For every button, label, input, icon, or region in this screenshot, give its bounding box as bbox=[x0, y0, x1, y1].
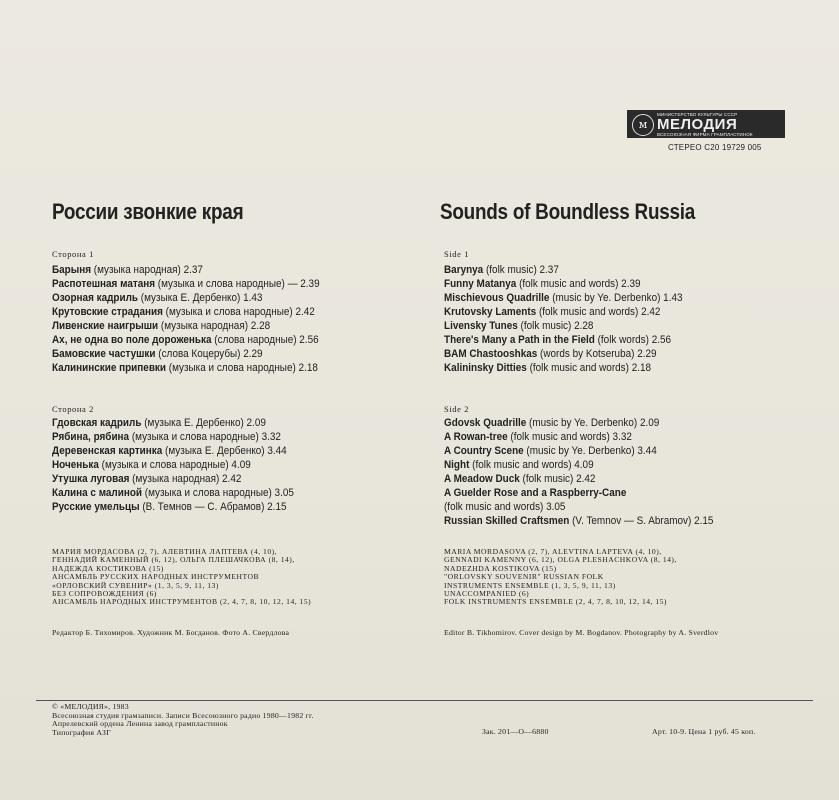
track-note: (folk music and words) 3.05 bbox=[444, 501, 566, 513]
side2-label-russian: Сторона 2 bbox=[52, 404, 95, 414]
track-item bbox=[444, 277, 683, 291]
track-title: Gdovsk Quadrille bbox=[444, 417, 527, 429]
title-english: Sounds of Boundless Russia bbox=[440, 199, 696, 224]
track-item bbox=[52, 444, 294, 458]
track-title: Барыня bbox=[52, 264, 92, 276]
track-note: (музыка народная) 2.37 bbox=[91, 264, 203, 276]
performer-line: БЕЗ СОПРОВОЖДЕНИЯ (6) bbox=[52, 589, 157, 599]
track-title: Barynya bbox=[444, 264, 484, 276]
performer-line: АНСАМБЛЬ НАРОДНЫХ ИНСТРУМЕНТОВ (2, 4, 7, 8, 10, 12, 14, 15) bbox=[52, 597, 312, 607]
track-note: (музыка Е. Дербенко) 2.09 bbox=[141, 417, 266, 429]
side2-label-english: Side 2 bbox=[444, 404, 470, 414]
track-title: Mischievous Quadrille bbox=[444, 292, 550, 304]
track-item bbox=[444, 263, 683, 277]
track-item bbox=[52, 291, 320, 305]
track-item bbox=[444, 430, 713, 444]
title-russian: России звонкие края bbox=[52, 199, 244, 224]
track-item bbox=[444, 333, 683, 347]
track-item bbox=[52, 472, 294, 486]
performer-line: GENNADI KAMENNY (6, 12), OLGA PLESHACHKOVA (8, 14), bbox=[444, 555, 677, 565]
track-title: BAM Chastooshkas bbox=[444, 348, 538, 360]
track-note: (музыка и слова народные) 4.09 bbox=[98, 459, 251, 471]
track-note: (folk music and words) 2.18 bbox=[526, 362, 652, 374]
crew-credits-russian: Редактор Б. Тихомиров. Художник М. Богданов. Фото А. Свердлова bbox=[52, 628, 290, 637]
performer-line: МАРИЯ МОРДАСОВА (2, 7), АЛЕВТИНА ЛАПТЕВА (4, 10), bbox=[52, 547, 278, 556]
track-note: (слова Коцерубы) 2.29 bbox=[155, 348, 263, 360]
track-title: Ноченька bbox=[52, 459, 99, 471]
catalog-number: СТЕРЕО С20 19729 005 bbox=[668, 143, 762, 152]
track-item bbox=[444, 514, 713, 528]
track-item bbox=[52, 486, 294, 500]
price-info: Арт. 10-9. Цена 1 руб. 45 коп. bbox=[652, 727, 756, 736]
track-item bbox=[52, 277, 320, 291]
track-note: (музыка и слова народные) 2.18 bbox=[166, 362, 318, 374]
track-title: Livensky Tunes bbox=[444, 320, 518, 332]
side1-label-russian: Сторона 1 bbox=[52, 249, 95, 259]
track-note: (музыка Е. Дербенко) 3.44 bbox=[162, 445, 287, 457]
logo-ministry-text: МИНИСТЕРСТВО КУЛЬТУРЫ СССР bbox=[657, 112, 738, 117]
performers-english bbox=[444, 548, 677, 607]
crew-credits-english: Editor B. Tikhomirov. Cover design by M. Bogdanov. Photography by A. Sverdlov bbox=[444, 628, 719, 637]
publisher-line: © «МЕЛОДИЯ», 1983 bbox=[52, 702, 129, 711]
track-item bbox=[444, 319, 683, 333]
logo-firm-text: ВСЕСОЮЗНАЯ ФИРМА ГРАМПЛАСТИНОК bbox=[657, 132, 753, 137]
track-note: (музыка и слова народные) 3.32 bbox=[129, 431, 281, 443]
track-note: (folk music and words) 4.09 bbox=[469, 459, 594, 471]
track-title: Бамовские частушки bbox=[52, 348, 156, 360]
publisher-line: Апрелевский ордена Ленина завод грампластинок bbox=[52, 719, 228, 729]
track-title: Funny Matanya bbox=[444, 278, 517, 290]
publisher-info bbox=[52, 703, 314, 737]
track-note: (music by Ye. Derbenko) 1.43 bbox=[549, 292, 683, 304]
track-title: Гдовская кадриль bbox=[52, 417, 142, 429]
track-item bbox=[444, 458, 713, 472]
track-item bbox=[444, 486, 713, 500]
track-note: (слова народные) 2.56 bbox=[211, 334, 319, 346]
track-title: A Country Scene bbox=[444, 445, 524, 457]
track-item bbox=[52, 305, 320, 319]
track-title: A Guelder Rose and a Raspberry-Cane bbox=[444, 487, 627, 499]
track-title: Night bbox=[444, 459, 470, 471]
track-item bbox=[52, 333, 320, 347]
track-title: Русские умельцы bbox=[52, 501, 140, 513]
track-item bbox=[52, 263, 320, 277]
track-title: Крутовские страдания bbox=[52, 306, 163, 318]
performer-line: АНСАМБЛЬ РУССКИХ НАРОДНЫХ ИНСТРУМЕНТОВ bbox=[52, 572, 260, 582]
track-note: (folk music) 2.42 bbox=[519, 473, 596, 485]
track-title: Деревенская картинка bbox=[52, 445, 163, 457]
track-title: Утушка луговая bbox=[52, 473, 130, 485]
track-note: (folk music) 2.28 bbox=[517, 320, 594, 332]
track-note: (folk music and words) 2.42 bbox=[536, 306, 661, 318]
track-title: Рябина, рябина bbox=[52, 431, 130, 443]
order-number: Зак. 201—О—6880 bbox=[482, 727, 549, 736]
track-note: (музыка Е. Дербенко) 1.43 bbox=[138, 292, 263, 304]
side1-label-english: Side 1 bbox=[444, 249, 470, 259]
track-note: (В. Темнов — С. Абрамов) 2.15 bbox=[139, 501, 287, 513]
track-item bbox=[52, 458, 294, 472]
track-item bbox=[444, 361, 683, 375]
logo-brand-text: МЕЛОДИЯ bbox=[657, 116, 738, 133]
performer-line: "ORLOVSKY SOUVENIR" RUSSIAN FOLK bbox=[444, 572, 604, 582]
performer-line: UNACCOMPANIED (6) bbox=[444, 589, 530, 599]
track-note: (music by Ye. Derbenko) 3.44 bbox=[523, 445, 657, 457]
track-title: A Rowan-tree bbox=[444, 431, 508, 443]
track-note: (music by Ye. Derbenko) 2.09 bbox=[526, 417, 660, 429]
track-title: There's Many a Path in the Field bbox=[444, 334, 595, 346]
track-item bbox=[52, 430, 294, 444]
track-title: Krutovsky Laments bbox=[444, 306, 537, 318]
performer-line: MARIA MORDASOVA (2, 7), ALEVTINA LAPTEVA (4, 10), bbox=[444, 547, 662, 556]
track-item bbox=[444, 305, 683, 319]
track-item bbox=[52, 319, 320, 333]
performer-line: ГЕННАДИЙ КАМЕННЫЙ (6, 12), ОЛЬГА ПЛЕШАЧКОВА (8, 14), bbox=[52, 555, 295, 565]
footer-divider bbox=[36, 700, 813, 701]
track-note: (музыка и слова народные) 2.42 bbox=[162, 306, 315, 318]
track-note: (V. Temnov — S. Abramov) 2.15 bbox=[569, 515, 714, 527]
track-note: (музыка и слова народные) 3.05 bbox=[142, 487, 294, 499]
track-note: (музыка народная) 2.42 bbox=[129, 473, 242, 485]
performer-line: FOLK INSTRUMENTS ENSEMBLE (2, 4, 7, 8, 10, 12, 14, 15) bbox=[444, 597, 667, 607]
track-note: (folk words) 2.56 bbox=[594, 334, 672, 346]
track-note: (folk music and words) 2.39 bbox=[516, 278, 641, 290]
track-item bbox=[444, 291, 683, 305]
track-item bbox=[444, 444, 713, 458]
track-note: (folk music) 2.37 bbox=[483, 264, 559, 276]
track-item bbox=[52, 416, 294, 430]
track-title: Распотешная матаня bbox=[52, 278, 156, 290]
performer-line: INSTRUMENTS ENSEMBLE (1, 3, 5, 9, 11, 13) bbox=[444, 580, 616, 590]
track-note: (музыка народная) 2.28 bbox=[158, 320, 271, 332]
track-title: Ливенские наигрыши bbox=[52, 320, 159, 332]
performer-line: «ОРЛОВСКИЙ СУВЕНИР» (1, 3, 5, 9, 11, 13) bbox=[52, 580, 219, 590]
melodiya-logo-icon: м bbox=[632, 114, 654, 136]
track-item bbox=[444, 416, 713, 430]
track-note: (words by Kotseruba) 2.29 bbox=[537, 348, 657, 360]
track-title: Russian Skilled Craftsmen bbox=[444, 515, 570, 527]
track-item bbox=[444, 472, 713, 486]
publisher-line: Всесоюзная студия грамзаписи. Записи Всесоюзного радио 1980—1982 гг. bbox=[52, 710, 314, 720]
track-title: Ах, не одна во поле дороженька bbox=[52, 334, 212, 346]
performers-russian bbox=[52, 548, 311, 607]
track-item bbox=[444, 347, 683, 361]
track-note: (folk music and words) 3.32 bbox=[507, 431, 632, 443]
track-list-side2-russian bbox=[52, 416, 315, 514]
track-note: (музыка и слова народные) — 2.39 bbox=[155, 278, 320, 290]
melodiya-logo bbox=[627, 110, 785, 138]
track-title: A Meadow Duck bbox=[444, 473, 520, 485]
track-list-side1-russian bbox=[52, 263, 343, 375]
track-item bbox=[52, 500, 294, 514]
track-title: Калина с малиной bbox=[52, 487, 143, 499]
performer-line: NADEZHDA KOSTIKOVA (15) bbox=[444, 563, 557, 573]
track-title: Kalininsky Ditties bbox=[444, 362, 527, 374]
track-item bbox=[52, 347, 320, 361]
track-item bbox=[52, 361, 320, 375]
track-item bbox=[444, 500, 713, 514]
track-title: Озорная кадриль bbox=[52, 292, 139, 304]
track-list-side2-english bbox=[444, 416, 737, 528]
track-list-side1-english bbox=[444, 263, 703, 375]
publisher-line: Типография АЗГ bbox=[52, 727, 111, 737]
track-title: Калининские припевки bbox=[52, 362, 167, 374]
performer-line: НАДЕЖДА КОСТИКОВА (15) bbox=[52, 563, 164, 573]
